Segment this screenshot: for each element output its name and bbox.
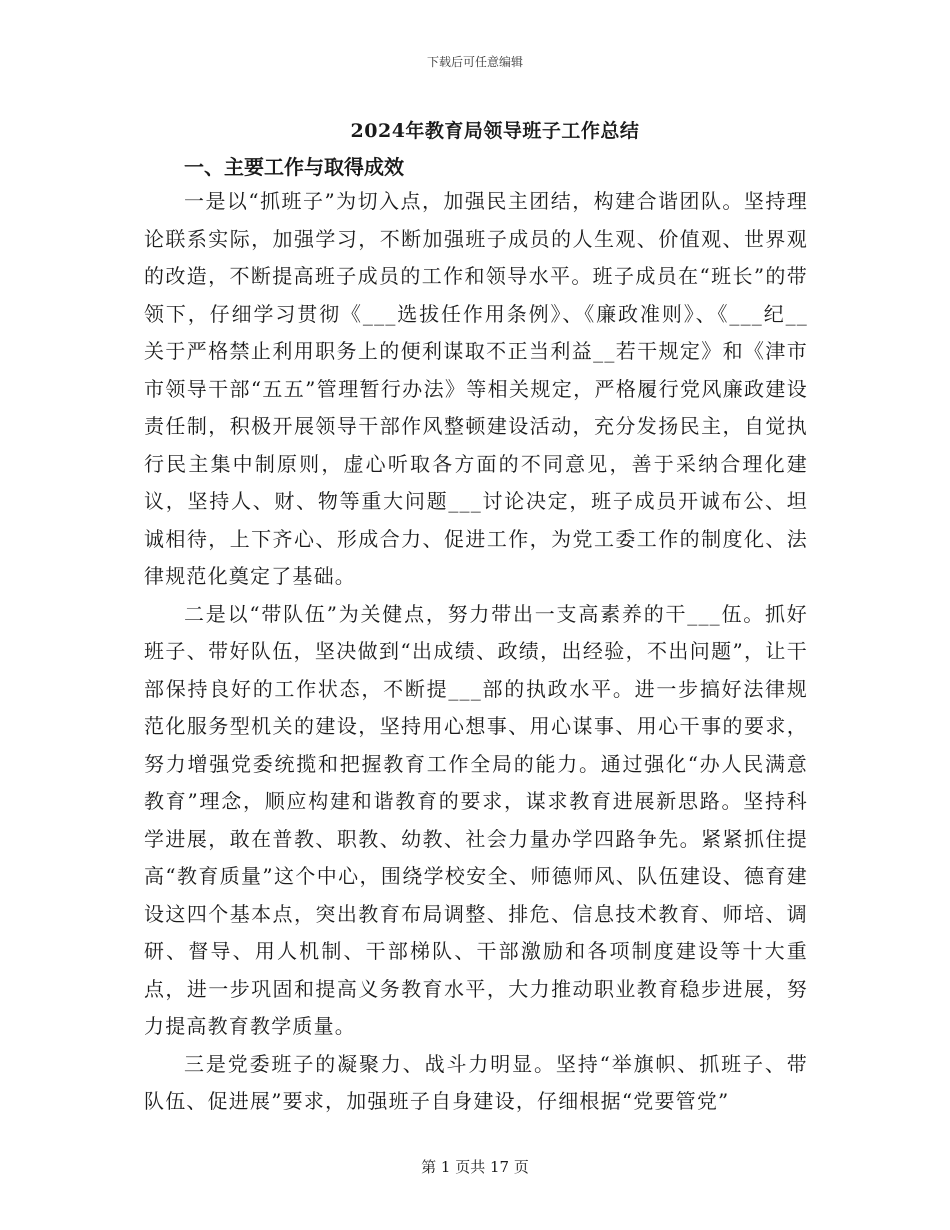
page-footer: 第 1 页共 17 页: [421, 1158, 529, 1176]
section-heading: 一、主要工作与取得成效: [184, 155, 404, 179]
paragraph-1: 一是以“抓班子”为切入点，加强民主团结，构建合谐团队。坚持理论联系实际，加强学习，不断加强班子成员的人生观、价值观、世界观的改造，不断提高班子成员的工作和领导水平。班子成员在“班长”的带领下，仔细学习贯彻《___选拔任作用条例》、《廉政准则》、《___纪__关于严格禁止利用职务上的便利谋取不正当利益__若干规定》和《津市市领导干部“五五”管理暂行办法》等相关规定，严格履行党风廉政建设责任制，积极开展领导干部作风整顿建设活动，充分发扬民主，自觉执行民主集中制原则，虚心听取各方面的不同意见，善于采纳合理化建议，坚持人、财、物等重大问题___讨论决定，班子成员开诚布公、坦诚相待，上下齐心、形成合力、促进工作，为党工委工作的制度化、法律规范化奠定了基础。: [144, 189, 808, 588]
paragraph-2: 二是以“带队伍”为关健点，努力带出一支高素养的干___伍。抓好班子、带好队伍，坚决做到“出成绩、政绩，出经验，不出问题”，让干部保持良好的工作状态，不断提___部的执政水平。进一步搞好法律规范化服务型机关的建设，坚持用心想事、用心谋事、用心干事的要求，努力增强党委统揽和把握教育工作全局的能力。通过强化“办人民满意教育”理念，顺应构建和谐教育的要求，谋求教育进展新思路。坚持科学进展，敢在普教、职教、幼教、社会力量办学四路争先。紧紧抓住提高“教育质量”这个中心，围绕学校安全、师德师风、队伍建设、德育建设这四个基本点，突出教育布局调整、排危、信息技术教育、师培、调研、督导、用人机制、干部梯队、干部激励和各项制度建设等十大重点，进一步巩固和提高义务教育水平，大力推动职业教育稳步进展，努力提高教育教学质量。: [144, 601, 808, 1038]
paragraph-3: 三是党委班子的凝聚力、战斗力明显。坚持“举旗帜、抓班子、带队伍、促进展”要求，加强班子自身建设，仔细根据“党要管党”: [144, 1051, 808, 1113]
document-title: 2024年教育局领导班子工作总结: [350, 120, 640, 142]
document-body: [144, 152, 808, 1121]
header-note: 下载后可任意编辑: [426, 55, 523, 69]
